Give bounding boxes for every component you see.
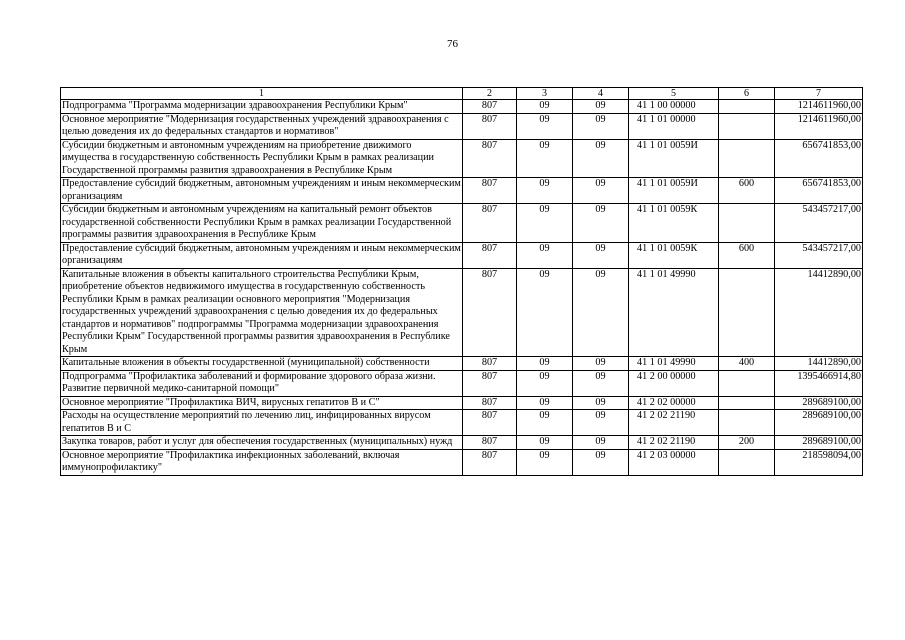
row-vr xyxy=(719,139,775,178)
table-row xyxy=(61,204,863,243)
row-rz: 09 xyxy=(517,178,573,204)
row-csr: 41 2 00 00000 xyxy=(629,370,719,396)
row-vr xyxy=(719,268,775,357)
row-vr: 600 xyxy=(719,178,775,204)
row-name: Предоставление субсидий бюджетным, автономным учреждениям и иным некоммерческим организациям xyxy=(62,242,461,266)
header-col-4: 4 xyxy=(573,88,629,100)
header-col-7: 7 xyxy=(775,88,863,100)
row-sum: 289689100,00 xyxy=(775,410,863,436)
row-vr xyxy=(719,370,775,396)
row-vr xyxy=(719,449,775,475)
row-vr xyxy=(719,100,775,114)
row-grbs: 807 xyxy=(463,100,517,114)
row-name: Капитальные вложения в объекты капитального строительства Республики Крым, приобретение объектов недвижимого имущества в государственную собственность Республики Крым в рамках реализации основного мероприятия "Модернизация государственных учреждений здравоохранения с целью доведения их до федеральных стандартов и нормативов" подпрограммы "Программа модернизации здравоохранения Республики Крым" Государственной программы развития здравоохранения в Республике Крым xyxy=(61,268,463,357)
row-rz: 09 xyxy=(517,357,573,371)
row-sum: 543457217,00 xyxy=(775,242,863,268)
row-rz: 09 xyxy=(517,396,573,410)
row-name: Закупка товаров, работ и услуг для обеспечения государственных (муниципальных) нужд xyxy=(61,436,463,450)
row-grbs: 807 xyxy=(463,436,517,450)
row-pr: 09 xyxy=(573,370,629,396)
row-grbs: 807 xyxy=(463,204,517,243)
row-csr: 41 1 01 0059И xyxy=(629,139,719,178)
row-name: Основное мероприятие "Профилактика ВИЧ, вирусных гепатитов В и С" xyxy=(61,396,463,410)
row-grbs: 807 xyxy=(463,113,517,139)
row-csr: 41 1 01 0059К xyxy=(629,242,719,268)
row-name: Основное мероприятие "Профилактика инфекционных заболеваний, включая иммунопрофилактику" xyxy=(61,449,463,475)
row-csr: 41 1 00 00000 xyxy=(629,100,719,114)
row-name: Подпрограмма "Программа модернизации здравоохранения Республики Крым" xyxy=(61,100,463,114)
row-pr: 09 xyxy=(573,100,629,114)
row-pr: 09 xyxy=(573,410,629,436)
row-name: Расходы на осуществление мероприятий по лечению лиц, инфицированных вирусом гепатитов В и С xyxy=(61,410,463,436)
row-pr: 09 xyxy=(573,139,629,178)
row-sum: 656741853,00 xyxy=(775,178,863,204)
row-rz: 09 xyxy=(517,204,573,243)
row-csr: 41 2 03 00000 xyxy=(629,449,719,475)
row-pr: 09 xyxy=(573,204,629,243)
row-grbs: 807 xyxy=(463,357,517,371)
row-rz: 09 xyxy=(517,436,573,450)
table-row xyxy=(61,113,863,139)
table-row xyxy=(61,449,863,475)
row-pr: 09 xyxy=(573,178,629,204)
row-vr xyxy=(719,113,775,139)
header-row xyxy=(61,88,863,100)
header-col-5: 5 xyxy=(629,88,719,100)
row-grbs: 807 xyxy=(463,268,517,357)
row-vr: 400 xyxy=(719,357,775,371)
row-vr: 600 xyxy=(719,242,775,268)
table-row xyxy=(61,139,863,178)
row-sum: 289689100,00 xyxy=(775,396,863,410)
table-row xyxy=(61,436,863,450)
header-col-2: 2 xyxy=(463,88,517,100)
row-csr: 41 2 02 00000 xyxy=(629,396,719,410)
row-vr xyxy=(719,204,775,243)
table-row xyxy=(61,100,863,114)
table-row xyxy=(61,178,863,204)
row-csr: 41 2 02 21190 xyxy=(629,410,719,436)
row-rz: 09 xyxy=(517,449,573,475)
header-col-6: 6 xyxy=(719,88,775,100)
header-col-1: 1 xyxy=(61,88,463,100)
row-rz: 09 xyxy=(517,100,573,114)
table-row xyxy=(61,268,863,357)
row-name: Предоставление субсидий бюджетным, автономным учреждениям и иным некоммерческим организациям xyxy=(62,178,461,202)
row-rz: 09 xyxy=(517,370,573,396)
row-pr: 09 xyxy=(573,449,629,475)
table-row xyxy=(61,357,863,371)
header-col-3: 3 xyxy=(517,88,573,100)
row-grbs: 807 xyxy=(463,449,517,475)
row-rz: 09 xyxy=(517,113,573,139)
row-csr: 41 2 02 21190 xyxy=(629,436,719,450)
row-grbs: 807 xyxy=(463,139,517,178)
row-sum: 289689100,00 xyxy=(775,436,863,450)
row-vr xyxy=(719,410,775,436)
row-csr: 41 1 01 0059К xyxy=(629,204,719,243)
table-row xyxy=(61,242,863,268)
row-pr: 09 xyxy=(573,268,629,357)
budget-table xyxy=(60,87,863,476)
row-grbs: 807 xyxy=(463,410,517,436)
row-sum: 1395466914,80 xyxy=(775,370,863,396)
row-grbs: 807 xyxy=(463,178,517,204)
row-name: Субсидии бюджетным и автономным учреждениям на приобретение движимого имущества в государственную собственность Республики Крым в рамках реализации Государственной программы развития здравоохранения в Республике Крым xyxy=(61,139,463,178)
row-sum: 1214611960,00 xyxy=(775,100,863,114)
row-sum: 14412890,00 xyxy=(775,357,863,371)
row-sum: 1214611960,00 xyxy=(775,113,863,139)
row-csr: 41 1 01 00000 xyxy=(629,113,719,139)
row-rz: 09 xyxy=(517,139,573,178)
row-grbs: 807 xyxy=(463,242,517,268)
row-pr: 09 xyxy=(573,357,629,371)
row-vr xyxy=(719,396,775,410)
row-vr: 200 xyxy=(719,436,775,450)
row-name: Подпрограмма "Профилактика заболеваний и формирование здорового образа жизни. Развитие первичной медико-санитарной помощи" xyxy=(61,370,463,396)
page-number: 76 xyxy=(447,38,458,50)
row-sum: 543457217,00 xyxy=(775,204,863,243)
row-name: Капитальные вложения в объекты государственной (муниципальной) собственности xyxy=(61,357,463,371)
row-pr: 09 xyxy=(573,242,629,268)
row-name: Основное мероприятие "Модернизация государственных учреждений здравоохранения с целью доведения их до федеральных стандартов и нормативов" xyxy=(61,113,463,139)
row-rz: 09 xyxy=(517,268,573,357)
table-row xyxy=(61,370,863,396)
row-pr: 09 xyxy=(573,436,629,450)
row-sum: 218598094,00 xyxy=(775,449,863,475)
row-sum: 656741853,00 xyxy=(775,139,863,178)
table-row xyxy=(61,396,863,410)
row-pr: 09 xyxy=(573,396,629,410)
row-csr: 41 1 01 49990 xyxy=(629,268,719,357)
row-name: Субсидии бюджетным и автономным учреждениям на капитальный ремонт объектов государственной собственности Республики Крым в рамках реализации Государственной программы развития здравоохранения в Республике Крым xyxy=(61,204,463,243)
row-csr: 41 1 01 0059И xyxy=(629,178,719,204)
row-rz: 09 xyxy=(517,242,573,268)
row-rz: 09 xyxy=(517,410,573,436)
row-pr: 09 xyxy=(573,113,629,139)
row-grbs: 807 xyxy=(463,370,517,396)
row-csr: 41 1 01 49990 xyxy=(629,357,719,371)
row-sum: 14412890,00 xyxy=(775,268,863,357)
table-row xyxy=(61,410,863,436)
row-grbs: 807 xyxy=(463,396,517,410)
